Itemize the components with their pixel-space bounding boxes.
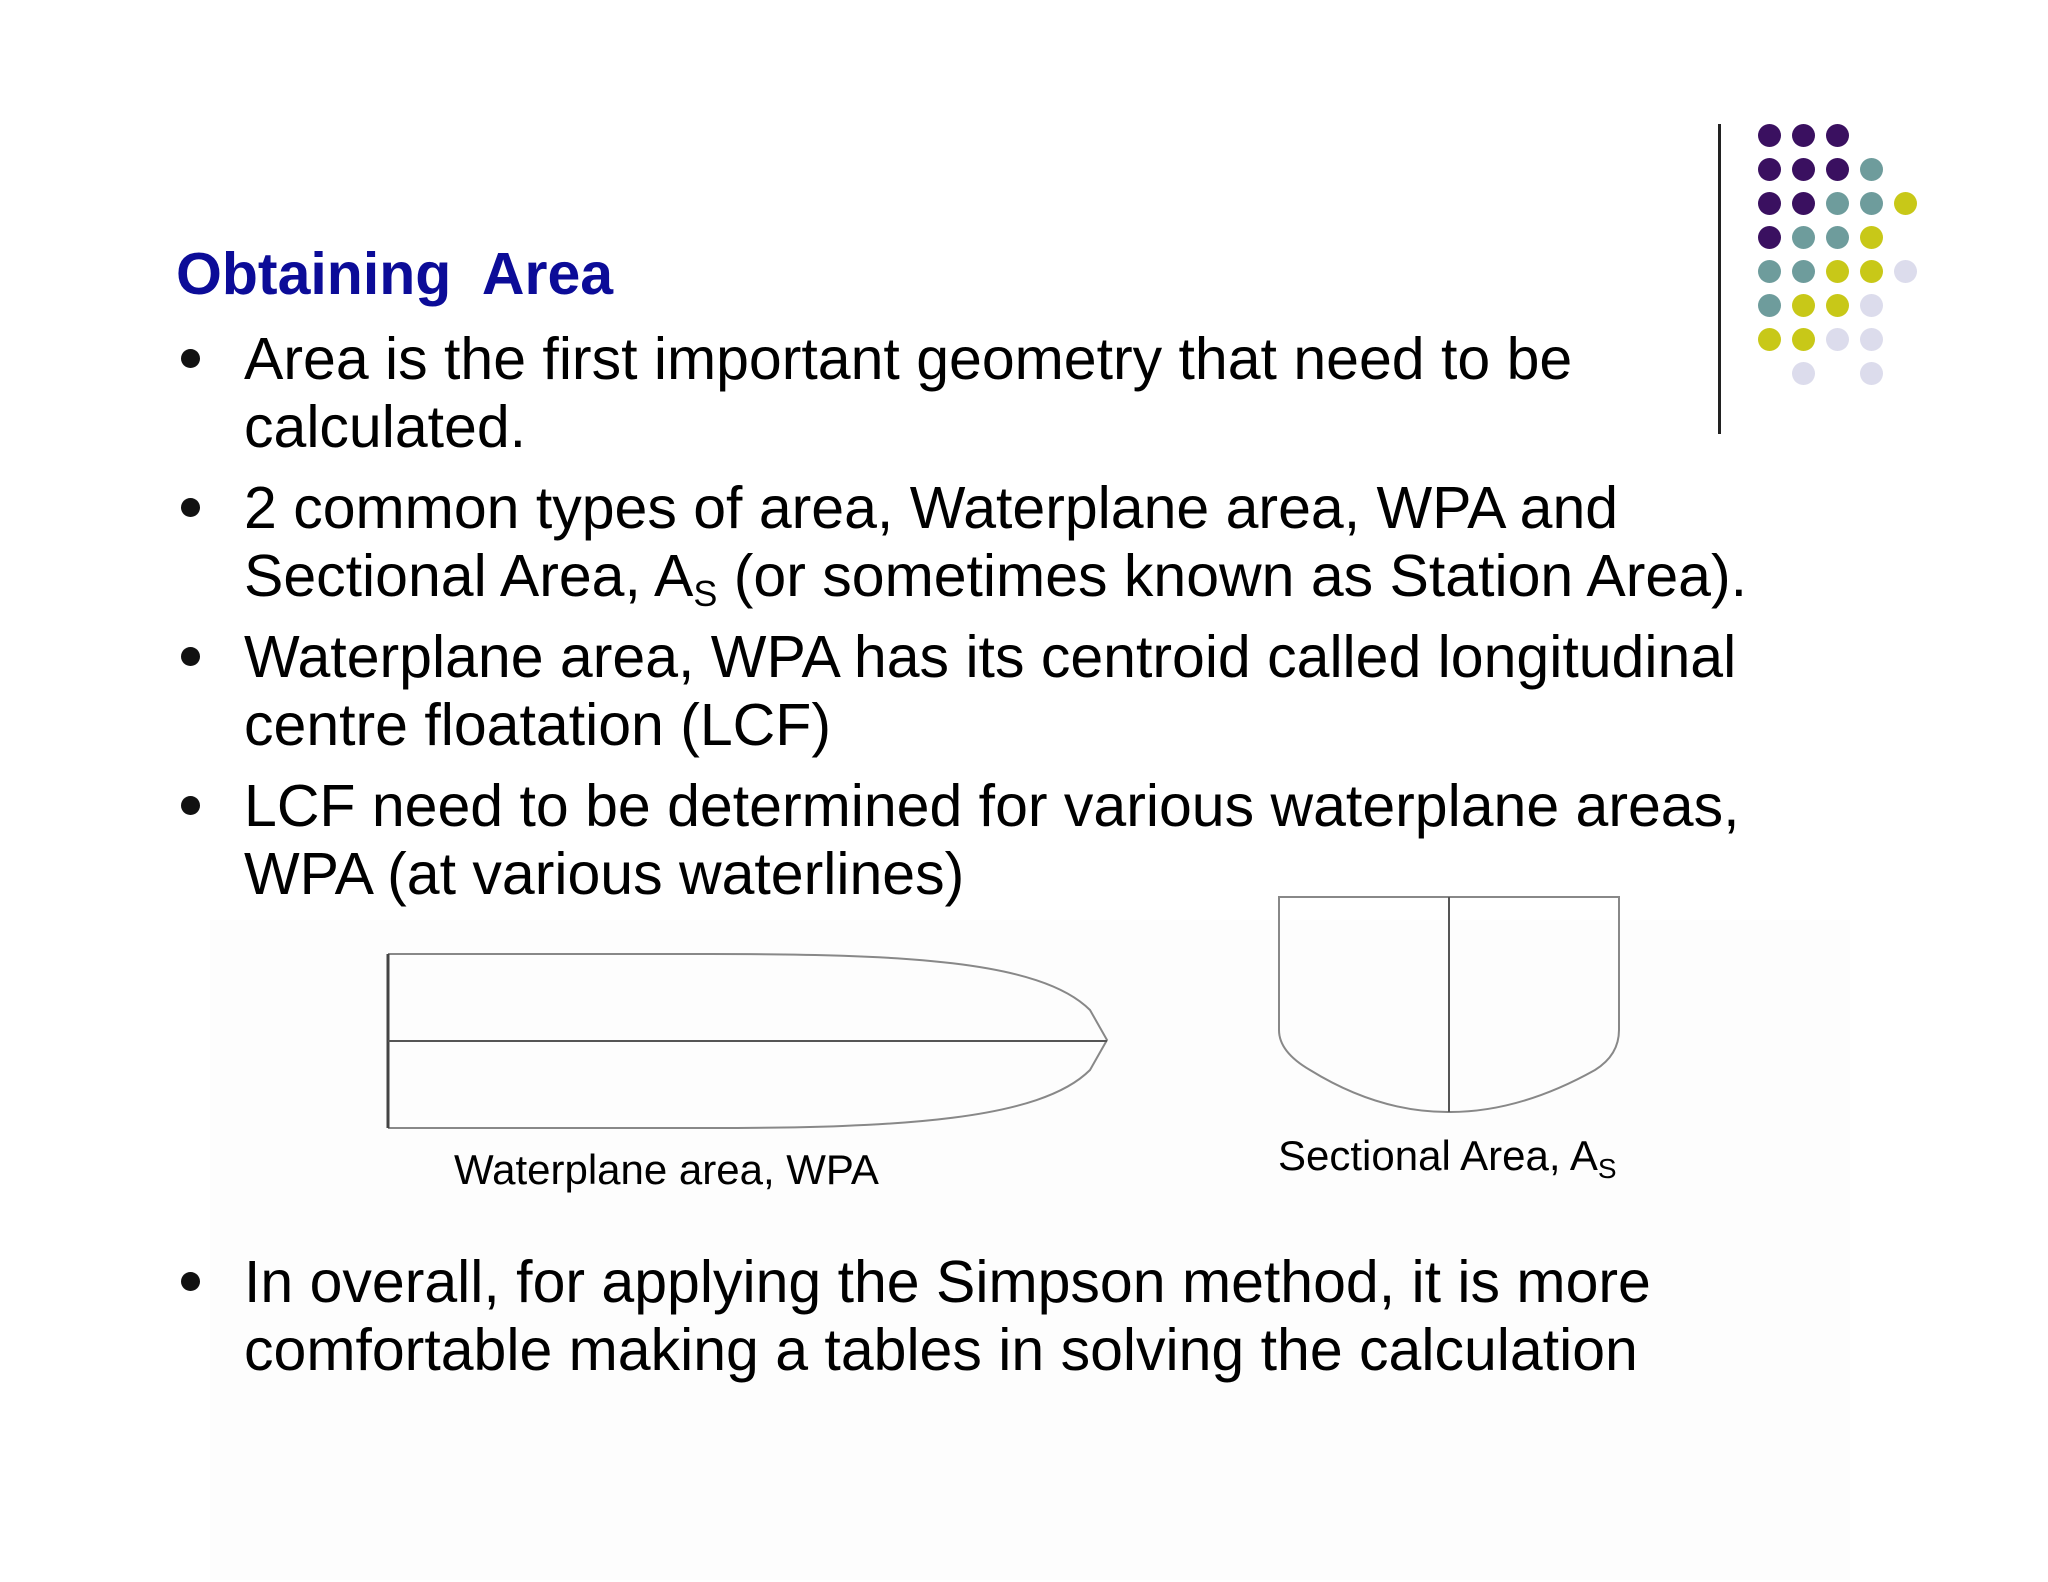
bullet-line: Area is the first important geometry that need to be <box>244 326 1573 392</box>
sectional-figure <box>1279 897 1619 1112</box>
bullet-line-text: (or sometimes known as Station Area). <box>717 543 1748 609</box>
bullet-line: WPA (at various waterlines) <box>244 841 965 907</box>
bullet-line: In overall, for applying the Simpson method, it is more <box>244 1249 1651 1315</box>
waterplane-caption: Waterplane area, WPA <box>454 1146 879 1193</box>
waterplane-figure <box>388 954 1107 1128</box>
sectional-caption-text: Sectional Area, A <box>1278 1132 1598 1179</box>
bullet-line: comfortable making a tables in solving the calculation <box>244 1317 1638 1383</box>
bullet-text <box>244 1248 1884 1384</box>
slide-title: Obtaining Area <box>176 241 614 307</box>
bullet-line: LCF need to be determined for various waterplane areas, <box>244 773 1740 839</box>
bullet-marker <box>181 1272 200 1291</box>
bullet-line: 2 common types of area, Waterplane area, WPA and <box>244 475 1619 541</box>
subscript: S <box>1597 1153 1617 1184</box>
bullet-line: Waterplane area, WPA has its centroid called longitudinal <box>244 624 1737 690</box>
bullet-line: calculated. <box>244 394 527 460</box>
sectional-caption <box>1278 1132 1617 1184</box>
bullet-line-text: Sectional Area, A <box>244 543 694 609</box>
bullet-line: centre floatation (LCF) <box>244 692 831 758</box>
subscript: S <box>693 573 718 614</box>
